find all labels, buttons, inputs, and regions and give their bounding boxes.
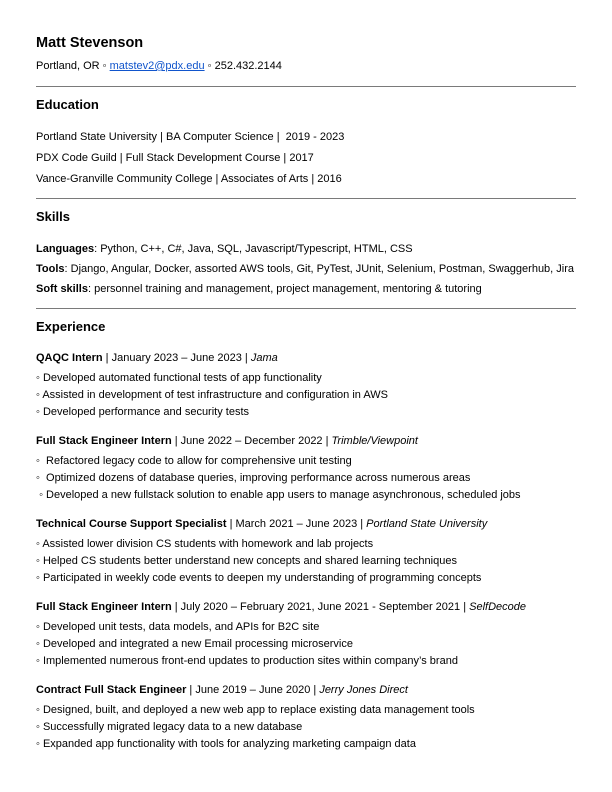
job-bullet: ◦ Participated in weekly code events to deepen my understanding of programming concepts <box>36 572 482 584</box>
skills-entry <box>36 242 576 256</box>
section-heading-education: Education <box>36 97 99 112</box>
person-name: Matt Stevenson <box>36 35 144 51</box>
section-divider <box>36 86 576 87</box>
job-entry <box>36 433 576 504</box>
job-title: QAQC Intern <box>36 352 103 364</box>
job-bullet: ◦ Assisted lower division CS students with homework and lab projects <box>36 538 374 550</box>
job-bullet: ◦ Developed a new fullstack solution to enable app users to manage asynchronous, scheduled jobs <box>36 489 521 501</box>
skill-category-label: Languages <box>36 243 95 255</box>
job-entry <box>36 350 576 421</box>
education-section <box>36 96 576 186</box>
section-divider <box>36 198 576 199</box>
job-bullet: ◦ Successfully migrated legacy data to a new database <box>36 721 303 733</box>
job-company: Trimble/Viewpoint <box>331 435 418 447</box>
job-bullet: ◦ Refactored legacy code to allow for comprehensive unit testing <box>36 455 352 467</box>
job-dates: | June 2022 – December 2022 | <box>171 435 332 447</box>
job-bullet: ◦ Implemented numerous front-end updates to production sites within company’s brand <box>36 655 458 667</box>
job-header <box>36 682 576 699</box>
job-title: Contract Full Stack Engineer <box>36 684 187 696</box>
job-header <box>36 599 576 616</box>
skill-category-label: Soft skills <box>36 283 88 295</box>
job-entry <box>36 516 576 587</box>
job-company: Jama <box>250 352 278 364</box>
job-title: Full Stack Engineer Intern <box>36 435 172 447</box>
job-bullet: ◦ Developed and integrated a new Email processing microservice <box>36 638 353 650</box>
job-entry <box>36 682 576 753</box>
skills-entry <box>36 282 576 296</box>
job-entry <box>36 599 576 670</box>
job-company: Portland State University <box>366 518 488 530</box>
education-entry: Portland State University | BA Computer Science | 2019 - 2023 <box>36 131 345 143</box>
job-dates: | January 2023 – June 2023 | <box>102 352 251 364</box>
job-bullet: ◦ Helped CS students better understand new concepts and shared learning techniques <box>36 555 457 567</box>
job-bullet: ◦ Developed performance and security tests <box>36 406 250 418</box>
job-bullet: ◦ Optimized dozens of database queries, improving performance across numerous areas <box>36 472 471 484</box>
section-heading-experience: Experience <box>36 319 106 334</box>
job-bullet: ◦ Developed automated functional tests of app functionality <box>36 372 322 384</box>
job-header <box>36 433 576 450</box>
section-divider <box>36 308 576 309</box>
job-dates: | July 2020 – February 2021, June 2021 - September 2021 | <box>171 601 470 613</box>
skill-category-label: Tools <box>36 263 65 275</box>
education-entry: PDX Code Guild | Full Stack Development Course | 2017 <box>36 152 314 164</box>
section-heading-skills: Skills <box>36 209 70 224</box>
job-bullet: ◦ Expanded app functionality with tools for analyzing marketing campaign data <box>36 738 416 750</box>
skills-section <box>36 208 576 296</box>
skills-entry <box>36 262 576 276</box>
job-company: Jerry Jones Direct <box>319 684 408 696</box>
job-bullet: ◦ Assisted in development of test infrastructure and configuration in AWS <box>36 389 389 401</box>
job-company: SelfDecode <box>469 601 526 613</box>
skill-list: : Python, C++, C#, Java, SQL, Javascript/Typescript, HTML, CSS <box>94 243 413 255</box>
contact-phone: 252.432.2144 <box>214 60 282 72</box>
skill-list: : personnel training and management, project management, mentoring & tutoring <box>87 283 482 295</box>
contact-location: Portland, OR <box>36 60 100 72</box>
contact-separator-icon: ◦ <box>102 60 107 72</box>
email-link[interactable]: matstev2@pdx.edu <box>109 60 205 72</box>
contact-separator-icon: ◦ <box>207 60 212 72</box>
job-dates: | June 2019 – June 2020 | <box>186 684 320 696</box>
job-dates: | March 2021 – June 2023 | <box>226 518 367 530</box>
job-bullet: ◦ Designed, built, and deployed a new web app to replace existing data management tools <box>36 704 475 716</box>
job-bullet: ◦ Developed unit tests, data models, and APIs for B2C site <box>36 621 320 633</box>
job-header <box>36 350 576 367</box>
education-entry: Vance-Granville Community College | Associates of Arts | 2016 <box>36 173 342 185</box>
job-header <box>36 516 576 533</box>
job-title: Technical Course Support Specialist <box>36 518 227 530</box>
experience-section <box>36 318 576 753</box>
skill-list: : Django, Angular, Docker, assorted AWS tools, Git, PyTest, JUnit, Selenium, Postman, Swaggerhub, Jira <box>64 263 575 275</box>
job-title: Full Stack Engineer Intern <box>36 601 172 613</box>
contact-line <box>36 59 576 74</box>
